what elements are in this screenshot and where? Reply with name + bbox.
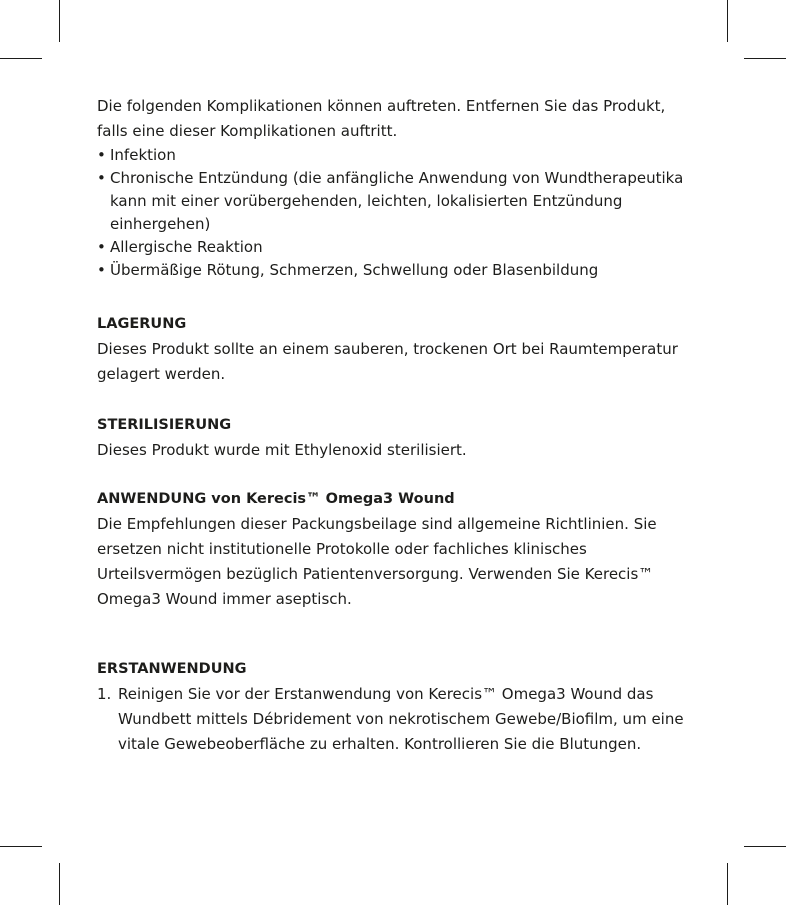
complications-intro: Die folgenden Komplikationen können auftreten. Entfernen Sie das Produkt, falls eine dieser Komplikationen auftritt. [97,97,666,140]
complications-section [97,94,687,282]
bullet: • [97,261,106,279]
crop-mark-top-left-vertical [59,0,60,42]
complication-item [97,167,687,236]
bullet: • [97,169,106,187]
complication-text: Infektion [110,146,176,164]
first-application-section [97,657,687,757]
step-number: 1. [97,685,112,703]
sterilization-text: Dieses Produkt wurde mit Ethylenoxid sterilisiert. [97,441,467,459]
bullet: • [97,146,106,164]
sterilization-heading: STERILISIERUNG [97,417,232,433]
bullet: • [97,238,106,256]
complication-text: Übermäßige Rötung, Schmerzen, Schwellung oder Blasenbildung [110,261,599,279]
crop-mark-bottom-right-vertical [727,863,728,905]
complication-text: Allergische Reaktion [110,238,263,256]
application-text: Die Empfehlungen dieser Packungsbeilage sind allgemeine Richtlinien. Sie ersetzen nicht institutionelle Protokolle oder fachliches klinisches Urteilsvermögen bezüglich Patientenversorgung. Verwenden Sie Kerecis™ Omega3 Wound immer aseptisch. [97,515,657,608]
crop-mark-bottom-right-horizontal [744,846,786,847]
storage-text: Dieses Produkt sollte an einem sauberen, trockenen Ort bei Raumtemperatur gelagert werden. [97,340,678,383]
document-body [97,94,687,757]
complications-list [97,144,687,282]
crop-mark-bottom-left-horizontal [0,846,42,847]
application-heading: ANWENDUNG von Kerecis™ Omega3 Wound [97,491,455,507]
complication-item [97,144,687,167]
crop-mark-top-right-horizontal [744,58,786,59]
application-section [97,487,687,612]
complication-text: Chronische Entzündung (die anfängliche Anwendung von Wundtherapeutika kann mit einer vorübergehenden, leichten, lokalisierten Entzündung einhergehen) [110,169,684,233]
crop-mark-bottom-left-vertical [59,863,60,905]
complication-item [97,236,687,259]
crop-mark-top-right-vertical [727,0,728,42]
first-application-heading: ERSTANWENDUNG [97,661,247,677]
sterilization-section [97,413,687,463]
first-application-step [97,682,687,757]
step-text: Reinigen Sie vor der Erstanwendung von Kerecis™ Omega3 Wound das Wundbett mittels Débridement von nekrotischem Gewebe/Biofilm, um eine vitale Gewebeoberfläche zu erhalten. Kontrollieren Sie die Blutungen. [118,685,684,753]
storage-section [97,312,687,387]
complication-item [97,259,687,282]
crop-mark-top-left-horizontal [0,58,42,59]
storage-heading: LAGERUNG [97,316,187,332]
